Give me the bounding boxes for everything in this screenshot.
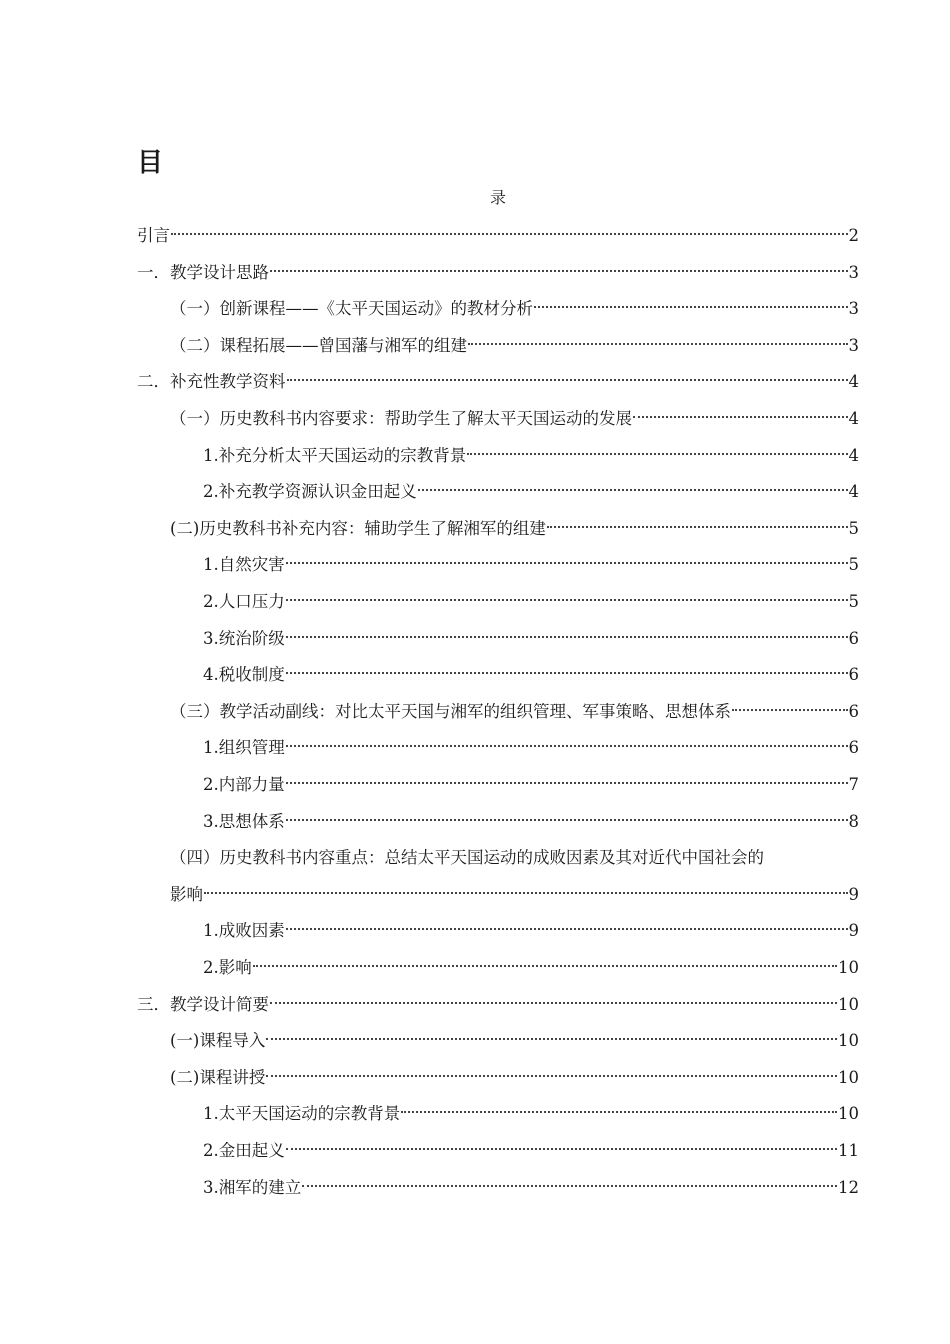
- toc-entry-page: 5: [848, 555, 859, 575]
- toc-entry-title: （四）历史教科书内容重点：总结太平天国运动的成败因素及其对近代中国社会的: [170, 848, 764, 868]
- toc-entry-title: 二．补充性教学资料: [137, 372, 286, 392]
- toc-entry-title: (二)课程讲授: [170, 1067, 266, 1087]
- toc-entry[interactable]: [203, 474, 859, 510]
- toc-entry-title: 1.组织管理: [203, 738, 285, 758]
- toc-entry[interactable]: [170, 511, 859, 547]
- toc-entry[interactable]: [203, 1096, 859, 1132]
- toc-entry-title: 三．教学设计简要: [137, 994, 269, 1014]
- toc-entry[interactable]: [137, 987, 859, 1023]
- toc-entry-title: 1.成败因素: [203, 921, 285, 941]
- toc-entry[interactable]: [203, 438, 859, 474]
- toc-leader-dots: [286, 1148, 837, 1150]
- toc-entry[interactable]: [203, 950, 859, 986]
- toc-entry-page: 12: [838, 1177, 859, 1197]
- toc-leader-dots: [401, 1111, 837, 1113]
- toc-entry[interactable]: [170, 328, 859, 364]
- toc-entry-title: 2.金田起义: [203, 1141, 285, 1160]
- toc-entry-page: 5: [848, 592, 859, 611]
- toc-entry[interactable]: [203, 621, 859, 657]
- toc-entry-page: 10: [838, 994, 859, 1014]
- toc-leader-dots: [534, 306, 848, 308]
- toc-entry-page: 6: [848, 628, 859, 648]
- toc-entry[interactable]: [170, 840, 859, 876]
- toc-entry[interactable]: [170, 1023, 859, 1059]
- toc-entry-page: 10: [838, 958, 859, 977]
- toc-leader-dots: [732, 709, 848, 711]
- toc-entry[interactable]: [170, 401, 859, 437]
- toc-entry-title: 引言: [137, 226, 170, 245]
- toc-entry[interactable]: [203, 730, 859, 766]
- toc-title-part2: 录: [489, 188, 506, 207]
- toc-entry[interactable]: [203, 767, 859, 803]
- toc-entry-page: 10: [838, 1067, 859, 1087]
- toc-leader-dots: [467, 453, 847, 455]
- toc-entry-page: 10: [838, 1031, 859, 1051]
- toc-entry[interactable]: [170, 291, 859, 327]
- toc-entry-title: （三）教学活动副线：对比太平天国与湘军的组织管理、军事策略、思想体系: [170, 701, 731, 721]
- toc-entry[interactable]: [203, 547, 859, 583]
- toc-entry-page: 3: [848, 335, 859, 355]
- toc-entry-page: 6: [848, 701, 859, 721]
- toc-entry-page: 3: [848, 262, 859, 282]
- toc-entry-title: 2.影响: [203, 958, 252, 977]
- toc-entry[interactable]: [203, 1170, 859, 1206]
- toc-entry[interactable]: [203, 1133, 859, 1169]
- toc-entry[interactable]: [137, 364, 859, 400]
- toc-entry-title: （一）历史教科书内容要求：帮助学生了解太平天国运动的发展: [170, 409, 632, 428]
- toc-leader-dots: [302, 1185, 837, 1187]
- toc-leader-dots: [286, 672, 848, 674]
- toc-entry-title: 一．教学设计思路: [137, 262, 269, 282]
- toc-leader-dots: [253, 965, 837, 967]
- toc-entry[interactable]: [203, 804, 859, 840]
- toc-entry-page: 9: [848, 884, 859, 904]
- toc-entry-page: 4: [848, 445, 859, 465]
- toc-entry-page: 8: [848, 811, 859, 831]
- toc-entry-page: 6: [848, 738, 859, 758]
- toc-leader-dots: [270, 270, 848, 272]
- toc-entry[interactable]: [170, 877, 859, 913]
- toc-entry[interactable]: [137, 218, 859, 254]
- toc-leader-dots: [633, 416, 848, 418]
- toc-entry-title: 3.统治阶级: [203, 628, 285, 648]
- toc-entry-title: 1.自然灾害: [203, 555, 285, 575]
- toc-leader-dots: [286, 636, 848, 638]
- toc-leader-dots: [286, 599, 848, 601]
- toc-entry[interactable]: [203, 913, 859, 949]
- toc-leader-dots: [286, 819, 848, 821]
- toc-entry[interactable]: [170, 694, 859, 730]
- toc-entry[interactable]: [203, 584, 859, 620]
- toc-entry-title: 2.补充教学资源认识金田起义: [203, 482, 417, 502]
- toc-entry-title: 4.税收制度: [203, 665, 285, 685]
- toc-leader-dots: [286, 928, 848, 930]
- toc-entry[interactable]: [170, 1060, 859, 1096]
- toc-title-part1: 目: [137, 148, 164, 178]
- toc-leader-dots: [286, 745, 848, 747]
- toc-entry-title: 1.太平天国运动的宗教背景: [203, 1104, 401, 1124]
- toc-entry-page: 4: [848, 482, 859, 502]
- toc-leader-dots: [286, 562, 848, 564]
- toc-entry-page: 6: [848, 665, 859, 685]
- toc-entry-page: 4: [848, 409, 859, 428]
- toc-entry-title: 3.思想体系: [203, 811, 285, 831]
- toc-entry-title: 3.湘军的建立: [203, 1177, 302, 1197]
- toc-entry-title: 2.内部力量: [203, 775, 285, 794]
- toc-leader-dots: [468, 343, 848, 345]
- toc-entry-page: 11: [838, 1141, 859, 1160]
- toc-leader-dots: [418, 489, 848, 491]
- toc-entry-page: 5: [848, 518, 859, 538]
- toc-leader-dots: [171, 233, 848, 235]
- toc-leader-dots: [547, 526, 848, 528]
- toc-entry-page: 7: [848, 775, 859, 794]
- toc-entry-title: 2.人口压力: [203, 592, 285, 611]
- toc-leader-dots: [204, 892, 848, 894]
- toc-leader-dots: [287, 379, 848, 381]
- toc-entry-page: 3: [848, 299, 859, 319]
- toc-entry-title: 1.补充分析太平天国运动的宗教背景: [203, 445, 467, 465]
- toc-entry-title: (一)课程导入: [170, 1031, 266, 1051]
- toc-entry-title: (二)历史教科书补充内容：辅助学生了解湘军的组建: [170, 518, 546, 538]
- toc-entry-title: 影响: [170, 884, 203, 904]
- toc-entry-page: 4: [848, 372, 859, 392]
- toc-entry-page: 2: [848, 226, 859, 245]
- toc-entry-title: （二）课程拓展——曾国藩与湘军的组建: [170, 335, 467, 355]
- toc-entry-title: （一）创新课程——《太平天国运动》的教材分析: [170, 299, 533, 319]
- toc-leader-dots: [266, 1038, 837, 1040]
- toc-entry-page: 9: [848, 921, 859, 941]
- toc-leader-dots: [286, 782, 848, 784]
- toc-entry[interactable]: [137, 255, 859, 291]
- toc-entry-page: 10: [838, 1104, 859, 1124]
- toc-leader-dots: [266, 1075, 837, 1077]
- toc-leader-dots: [270, 1002, 837, 1004]
- toc-entry[interactable]: [203, 657, 859, 693]
